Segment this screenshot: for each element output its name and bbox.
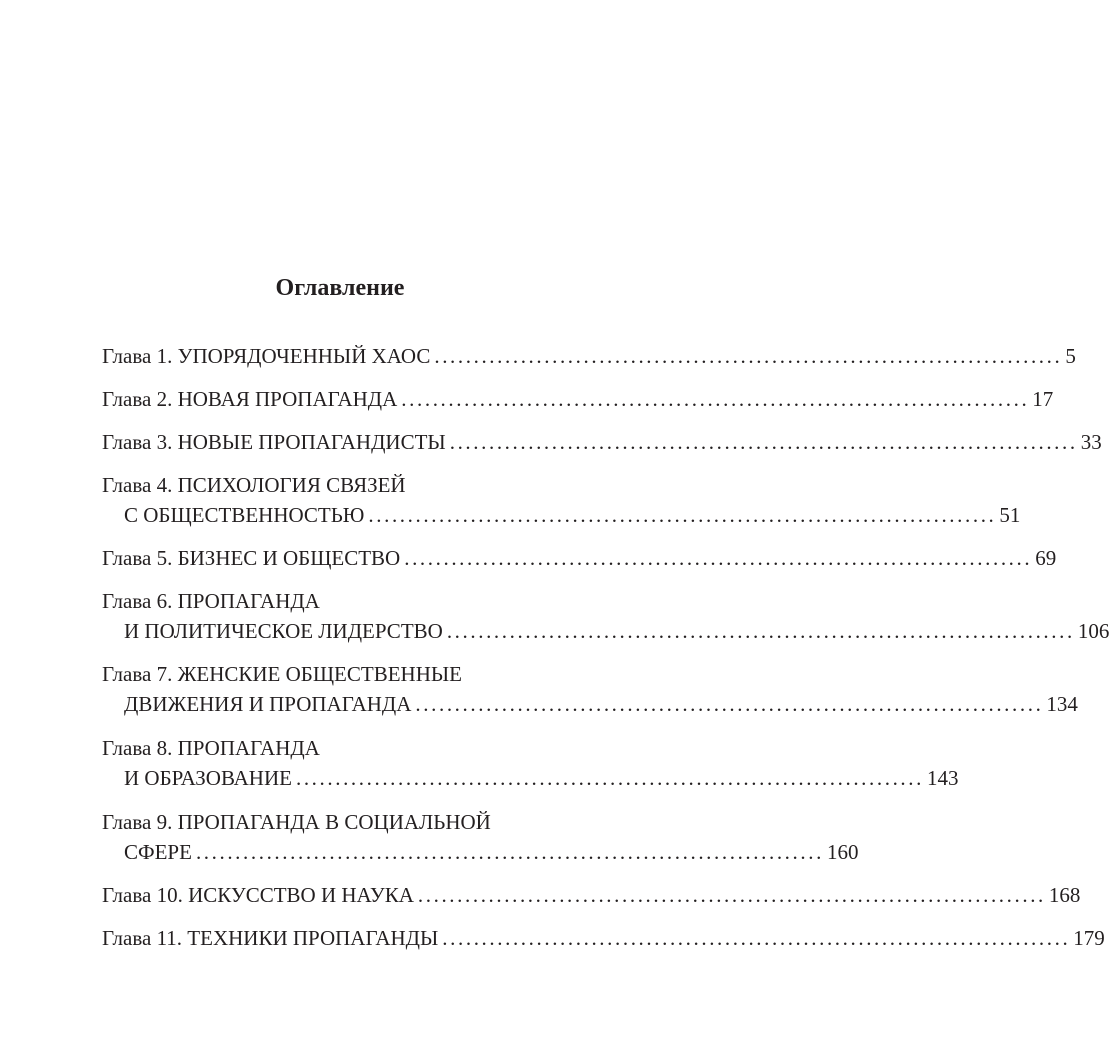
toc-entry-chapter-11[interactable] (102, 923, 1105, 953)
toc-line-continued (102, 763, 959, 793)
toc-line (102, 733, 570, 763)
chapter-title-continued: С ОБЩЕСТВЕННОСТЬЮ (124, 503, 365, 527)
chapter-title: Глава 4. ПСИХОЛОГИЯ СВЯЗЕЙ (102, 473, 406, 497)
toc-entry-chapter-10[interactable] (102, 880, 1081, 910)
page-number: 168 (1048, 883, 1081, 907)
page-number: 134 (1046, 692, 1078, 716)
page-number: 160 (826, 840, 859, 864)
toc-entry-chapter-9[interactable] (102, 807, 859, 867)
dot-leader: ................................................................................ (449, 430, 1078, 454)
chapter-title: Глава 2. НОВАЯ ПРОПАГАНДА (102, 387, 398, 411)
toc-line-continued (102, 616, 1109, 646)
toc-line (102, 427, 1102, 457)
chapter-title: Глава 9. ПРОПАГАНДА В СОЦИАЛЬНОЙ (102, 810, 491, 834)
page-number: 69 (1035, 546, 1057, 570)
dot-leader: ................................................................................ (434, 344, 1063, 368)
page-number: 17 (1032, 387, 1054, 411)
page-number: 179 (1073, 926, 1105, 950)
dot-leader: ................................................................................ (417, 883, 1046, 907)
table-of-contents (102, 341, 1109, 953)
toc-line (102, 341, 1076, 371)
chapter-title: Глава 1. УПОРЯДОЧЕННЫЙ ХАОС (102, 344, 431, 368)
chapter-title-continued: И ОБРАЗОВАНИЕ (124, 766, 292, 790)
toc-line (102, 384, 1054, 414)
page-number: 106 (1077, 619, 1109, 643)
dot-leader: ................................................................................ (404, 546, 1033, 570)
dot-leader: ................................................................................ (442, 926, 1071, 950)
chapter-title: Глава 11. ТЕХНИКИ ПРОПАГАНДЫ (102, 926, 439, 950)
chapter-title-continued: ДВИЖЕНИЯ И ПРОПАГАНДА (124, 692, 412, 716)
toc-line-continued (102, 689, 1078, 719)
toc-entry-chapter-6[interactable] (102, 586, 1109, 646)
chapter-title: Глава 10. ИСКУССТВО И НАУКА (102, 883, 414, 907)
chapter-title-continued: СФЕРЕ (124, 840, 192, 864)
toc-line-continued (102, 837, 859, 867)
chapter-title: Глава 5. БИЗНЕС И ОБЩЕСТВО (102, 546, 401, 570)
toc-line (102, 543, 1057, 573)
toc-line-continued (102, 500, 1021, 530)
toc-line (102, 807, 570, 837)
toc-line (102, 880, 1081, 910)
page-number: 5 (1065, 344, 1076, 368)
toc-line (102, 923, 1105, 953)
dot-leader: ................................................................................ (295, 766, 924, 790)
toc-entry-chapter-5[interactable] (102, 543, 1057, 573)
dot-leader: ................................................................................ (401, 387, 1030, 411)
chapter-title: Глава 3. НОВЫЕ ПРОПАГАНДИСТЫ (102, 430, 446, 454)
chapter-title: Глава 6. ПРОПАГАНДА (102, 589, 320, 613)
toc-entry-chapter-7[interactable] (102, 659, 1078, 719)
toc-entry-chapter-8[interactable] (102, 733, 959, 793)
toc-line (102, 470, 570, 500)
chapter-title-continued: И ПОЛИТИЧЕСКОЕ ЛИДЕРСТВО (124, 619, 443, 643)
dot-leader: ................................................................................ (446, 619, 1075, 643)
toc-line (102, 659, 570, 689)
page-number: 51 (999, 503, 1021, 527)
dot-leader: ................................................................................ (415, 692, 1044, 716)
page-number: 143 (926, 766, 959, 790)
toc-entry-chapter-2[interactable] (102, 384, 1054, 414)
toc-line (102, 586, 570, 616)
chapter-title: Глава 7. ЖЕНСКИЕ ОБЩЕСТВЕННЫЕ (102, 662, 463, 686)
page-title: Оглавление (275, 275, 405, 301)
toc-entry-chapter-1[interactable] (102, 341, 1076, 371)
dot-leader: ................................................................................ (368, 503, 997, 527)
dot-leader: ................................................................................ (195, 840, 824, 864)
page-number: 33 (1080, 430, 1102, 454)
toc-entry-chapter-3[interactable] (102, 427, 1102, 457)
toc-entry-chapter-4[interactable] (102, 470, 1021, 530)
chapter-title: Глава 8. ПРОПАГАНДА (102, 736, 320, 760)
